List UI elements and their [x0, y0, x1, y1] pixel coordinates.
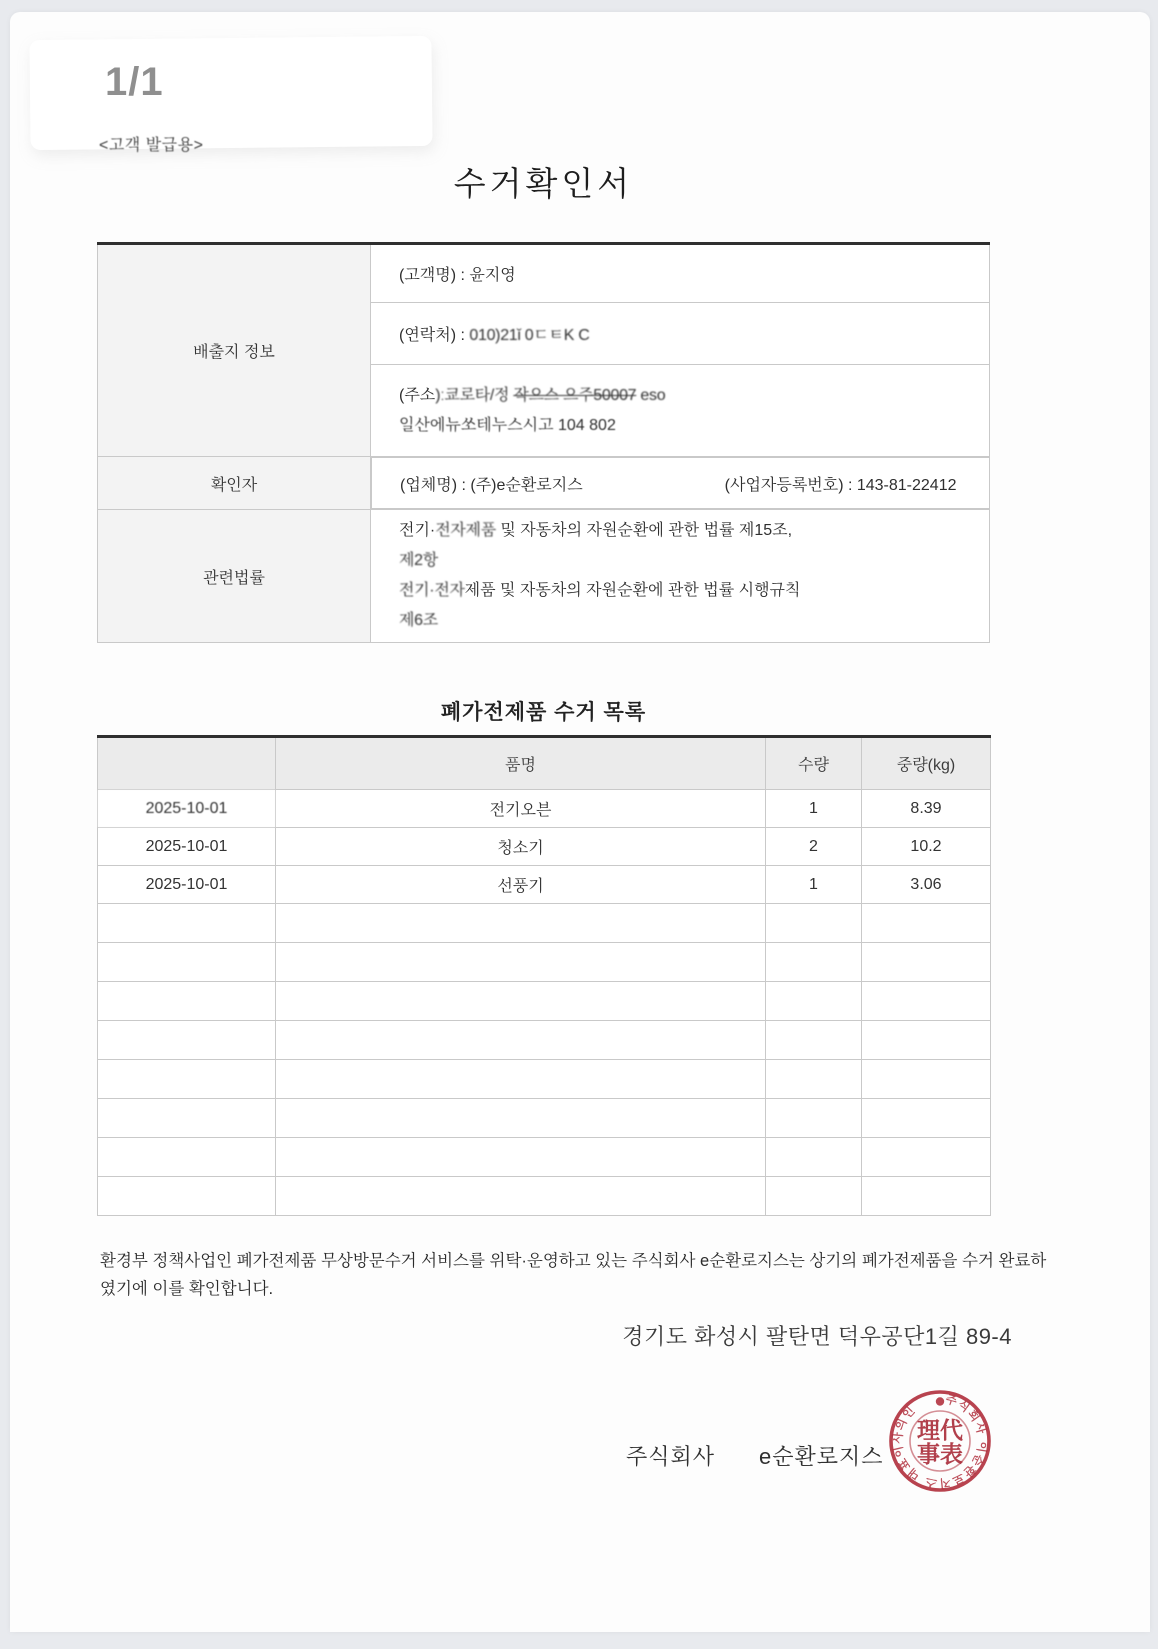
empty-cell	[276, 904, 766, 943]
company-address: 경기도 화성시 팔탄면 덕우공단1길 89-4	[622, 1324, 1012, 1349]
copy-type-label: <고객 발급용>	[99, 137, 204, 154]
customer-label: (고객명) :	[399, 267, 470, 284]
collection-list-title: 폐가전제품 수거 목록	[440, 701, 647, 724]
table-row	[98, 790, 991, 828]
empty-row	[98, 1021, 991, 1060]
row-qty: 1	[766, 790, 862, 828]
empty-cell	[276, 943, 766, 982]
empty-cell	[276, 1021, 766, 1060]
verifier-cell	[371, 457, 990, 509]
business-number-label: (사업자등록번호) :	[724, 476, 857, 494]
company-prefix: 주식회사	[626, 1444, 716, 1469]
corporate-seal-stamp	[887, 1388, 993, 1494]
whiteout-patch	[29, 36, 432, 150]
empty-cell	[862, 1138, 991, 1177]
law-line-1-post: 및 자동차의 자원순환에 관한 법률 제15조,	[495, 522, 793, 539]
collection-list-table	[97, 735, 991, 1216]
header-weight: 중량(kg)	[862, 737, 991, 790]
law-line-3	[399, 576, 961, 606]
company-value: (주)e순환로지스	[470, 476, 583, 494]
empty-cell	[276, 1060, 766, 1099]
row-date: 2025-10-01	[98, 828, 276, 866]
contact-label: (연락처) :	[399, 327, 470, 344]
header-qty: 수량	[766, 737, 862, 790]
address-line-2: 일산에뉴쏘테누스시고 104 802	[399, 416, 616, 434]
address-label: (주소	[399, 386, 436, 404]
law-line-4: 제6조	[399, 612, 438, 629]
table-row	[98, 457, 990, 510]
empty-cell	[98, 943, 276, 982]
row-item: 청소기	[276, 828, 766, 866]
law-line-1-smudge: 전자제품	[435, 522, 496, 539]
verifier-label: 확인자	[98, 457, 371, 510]
company-name: e순환로지스	[759, 1444, 884, 1469]
address-garbled-a: )ː쿄로타/정	[435, 386, 514, 404]
empty-cell	[862, 1177, 991, 1216]
table-row	[98, 866, 991, 904]
empty-cell	[766, 1021, 862, 1060]
address-line-1	[399, 381, 961, 411]
empty-cell	[98, 1177, 276, 1216]
header-row	[98, 737, 991, 790]
address-cell	[371, 365, 990, 457]
row-date: 2025-10-01	[98, 790, 276, 828]
empty-cell	[98, 1060, 276, 1099]
empty-row	[98, 982, 991, 1021]
seal-center-bottom: 事表	[917, 1441, 963, 1467]
empty-cell	[276, 1177, 766, 1216]
empty-cell	[276, 1099, 766, 1138]
empty-cell	[98, 1021, 276, 1060]
empty-cell	[98, 1099, 276, 1138]
seal-top-dot	[936, 1397, 944, 1405]
seal-ring-text: 주식회사 이순환로지스 대표이사의인	[892, 1393, 988, 1489]
row-weight: 3.06	[862, 866, 991, 904]
empty-cell	[766, 943, 862, 982]
address-garbled-b: 작으스 으주50007	[513, 386, 637, 404]
empty-cell	[766, 904, 862, 943]
law-line-2: 제2항	[399, 552, 438, 569]
related-law-label: 관련법률	[98, 510, 371, 643]
empty-cell	[862, 1060, 991, 1099]
empty-cell	[862, 1099, 991, 1138]
table-row	[98, 244, 990, 303]
row-weight: 8.39	[862, 790, 991, 828]
empty-row	[98, 1060, 991, 1099]
row-qty: 1	[766, 866, 862, 904]
header-item: 품명	[276, 737, 766, 790]
empty-cell	[98, 1138, 276, 1177]
customer-name: 윤지영	[469, 267, 516, 284]
row-item: 선풍기	[276, 866, 766, 904]
empty-row	[98, 1177, 991, 1216]
empty-cell	[766, 1138, 862, 1177]
address-garbled-c: eso	[636, 386, 666, 404]
empty-cell	[766, 1060, 862, 1099]
empty-row	[98, 943, 991, 982]
page-indicator: 1/1	[105, 60, 164, 104]
law-line-1-pre: 전기·	[399, 522, 436, 539]
law-line-3-post: 제품 및 자동차의 자원순환에 관한 법률 시행규칙	[464, 582, 801, 599]
business-number-field	[725, 472, 957, 495]
empty-cell	[862, 1021, 991, 1060]
empty-cell	[766, 1099, 862, 1138]
empty-cell	[766, 982, 862, 1021]
document-page	[10, 12, 1150, 1632]
related-law-cell	[371, 510, 990, 643]
seal-center-top: 理代	[917, 1417, 963, 1443]
empty-cell	[862, 943, 991, 982]
empty-row	[98, 1099, 991, 1138]
company-name-field	[400, 472, 583, 495]
empty-cell	[276, 1138, 766, 1177]
company-signature-line	[626, 1440, 884, 1471]
contact-cell	[371, 303, 990, 365]
empty-cell	[276, 982, 766, 1021]
row-qty: 2	[766, 828, 862, 866]
empty-cell	[862, 982, 991, 1021]
empty-cell	[98, 982, 276, 1021]
row-date: 2025-10-01	[98, 866, 276, 904]
row-weight: 10.2	[862, 828, 991, 866]
header-date	[98, 737, 276, 790]
empty-cell	[766, 1177, 862, 1216]
empty-cell	[862, 904, 991, 943]
row-item: 전기오븐	[276, 790, 766, 828]
empty-row	[98, 904, 991, 943]
empty-row	[98, 1138, 991, 1177]
document-title: 수거확인서	[453, 165, 634, 202]
contact-value-redacted: 010)21ǐ 0ㄷㅌK C	[469, 327, 590, 344]
table-row	[98, 510, 990, 643]
business-number-value: 143-81-22412	[856, 476, 957, 494]
empty-cell	[98, 904, 276, 943]
customer-name-cell	[371, 244, 990, 303]
discharge-info-table	[97, 242, 990, 643]
confirmation-statement: 환경부 정책사업인 폐가전제품 무상방문수거 서비스를 위탁·운영하고 있는 주식회사 e순환로지스는 상기의 폐가전제품을 수거 완료하였기에 이를 확인합니다.	[100, 1252, 1047, 1298]
law-line-3-smudge: 전기·전자	[399, 582, 465, 599]
table-row	[98, 828, 991, 866]
law-line-1	[399, 516, 961, 546]
company-label: (업체명) :	[400, 476, 471, 494]
discharge-info-label: 배출지 정보	[98, 244, 371, 457]
